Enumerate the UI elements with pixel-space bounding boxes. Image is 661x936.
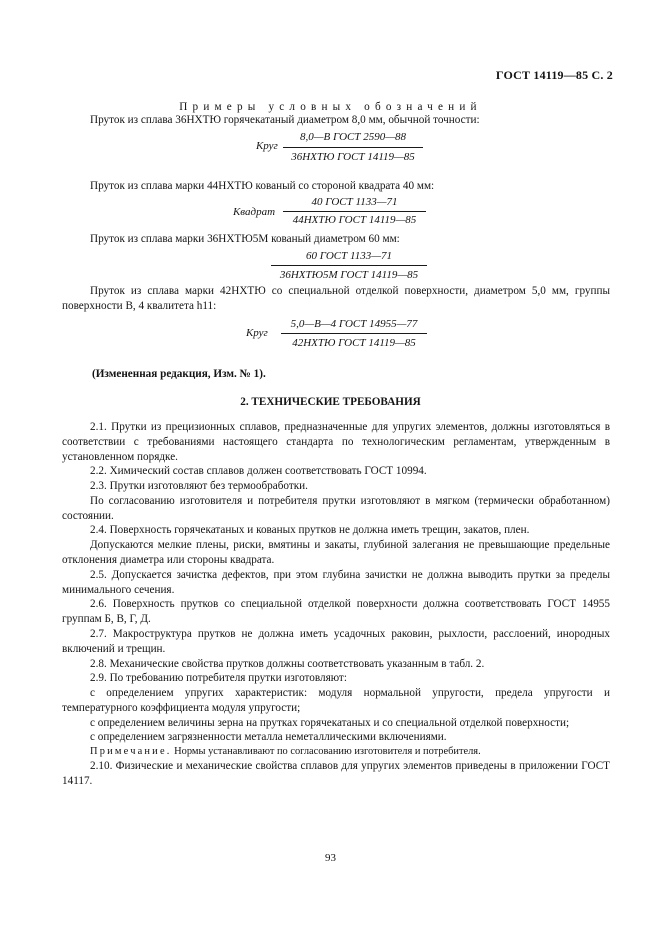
example-1-text: Пруток из сплава 36НХТЮ горячекатаный диаметром 8,0 мм, обычной точности: (90, 114, 480, 126)
paragraph-2-9-a: с определением упругих характеристик: модуля нормальной упругости, предела упругости и температурного коэффициента модуля упругости; (62, 687, 610, 714)
example-2-denominator: 44НХТЮ ГОСТ 14119—85 (292, 214, 417, 226)
page-number: 93 (325, 852, 336, 864)
paragraph-2-8: 2.8. Механические свойства прутков должны соответствовать указанным в табл. 2. (90, 657, 485, 670)
paragraph-2-4: 2.4. Поверхность горячекатаных и кованых прутков не должна иметь трещин, закатов, плен. (90, 524, 530, 537)
example-3-fraction-bar (271, 265, 427, 266)
paragraph-2-3-b: По согласованию изготовителя и потребителя прутки изготовляют в мягком (термически обработанном) состоянии. (62, 494, 610, 522)
example-2-prefix: Квадрат (233, 206, 276, 218)
example-2-fraction-bar (283, 211, 426, 212)
example-4-text: Пруток из сплава марки 42НХТЮ со специальной отделкой поверхности, диаметром 5,0 мм, группы поверхности В, 4 квалитета h11: (62, 285, 610, 312)
paragraph-2-1: 2.1. Прутки из прецизионных сплавов, предназначенные для упругих элементов, должны изготовляться в соответствии с требованиями настоящего стандарта по технологическим регламентам, утвержденным в установленном порядке. (62, 421, 610, 463)
example-3-text: Пруток из сплава марки 36НХТЮ5М кованый диаметром 60 мм: (90, 233, 400, 245)
paragraph-2-5: 2.5. Допускается зачистка дефектов, при этом глубина зачистки не должна выводить прутки за пределы минимального сечения. (62, 568, 610, 596)
page-header: ГОСТ 14119—85 С. 2 (495, 68, 613, 82)
example-3-numerator: 60 ГОСТ 1133—71 (306, 250, 392, 262)
example-1-prefix: Круг (256, 140, 278, 152)
paragraph-2-7: 2.7. Макроструктура прутков не должна иметь усадочных раковин, рыхлости, расслоений, инородных включений и трещин. (62, 627, 610, 655)
example-1-fraction-bar (283, 147, 423, 148)
paragraph-2-9: 2.9. По требованию потребителя прутки изготовляют: (90, 672, 347, 685)
paragraph-2-9-c: с определением загрязненности металла неметаллическими включениями. (90, 731, 447, 744)
note-text: Нормы устанавливают по согласованию изготовителя и потребителя. (174, 746, 481, 758)
note-label: Примечание. (90, 746, 172, 758)
section-body (62, 420, 610, 788)
change-note: (Измененная редакция, Изм. № 1). (92, 368, 266, 380)
paragraph-2-2: 2.2. Химический состав сплавов должен соответствовать ГОСТ 10994. (90, 465, 427, 478)
example-4-denominator: 42НХТЮ ГОСТ 14119—85 (292, 337, 416, 349)
examples-title: Примеры условных обозначений (179, 101, 482, 113)
example-4-numerator: 5,0—В—4 ГОСТ 14955—77 (290, 318, 418, 330)
paragraph-2-9-b: с определением величины зерна на прутках горячекатаных и со специальной отделкой поверхности; (90, 716, 570, 729)
example-4-fraction-bar (281, 333, 427, 334)
note (62, 745, 610, 759)
example-1-denominator: 36НХТЮ ГОСТ 14119—85 (291, 151, 415, 163)
example-1-numerator: 8,0—В ГОСТ 2590—88 (299, 131, 407, 143)
section-title: 2. ТЕХНИЧЕСКИЕ ТРЕБОВАНИЯ (240, 396, 421, 408)
paragraph-2-3: 2.3. Прутки изготовляют без термообработки. (90, 480, 308, 493)
example-2-text: Пруток из сплава марки 44НХТЮ кованый со стороной квадрата 40 мм: (90, 180, 435, 192)
example-4-prefix: Круг (246, 327, 268, 339)
paragraph-2-10: 2.10. Физические и механические свойства сплавов для упругих элементов приведены в приложении ГОСТ 14117. (62, 759, 610, 787)
paragraph-2-4-b: Допускаются мелкие плены, риски, вмятины и закаты, глубиной залегания не превышающие предельные отклонения диаметра или стороны квадрата. (62, 539, 610, 567)
example-3-denominator: 36НХТЮ5М ГОСТ 14119—85 (279, 269, 419, 281)
example-2-numerator: 40 ГОСТ 1133—71 (311, 196, 398, 208)
paragraph-2-6: 2.6. Поверхность прутков со специальной отделкой поверхности должна соответствовать ГОСТ 14955 группам Б, В, Г, Д. (62, 598, 610, 626)
